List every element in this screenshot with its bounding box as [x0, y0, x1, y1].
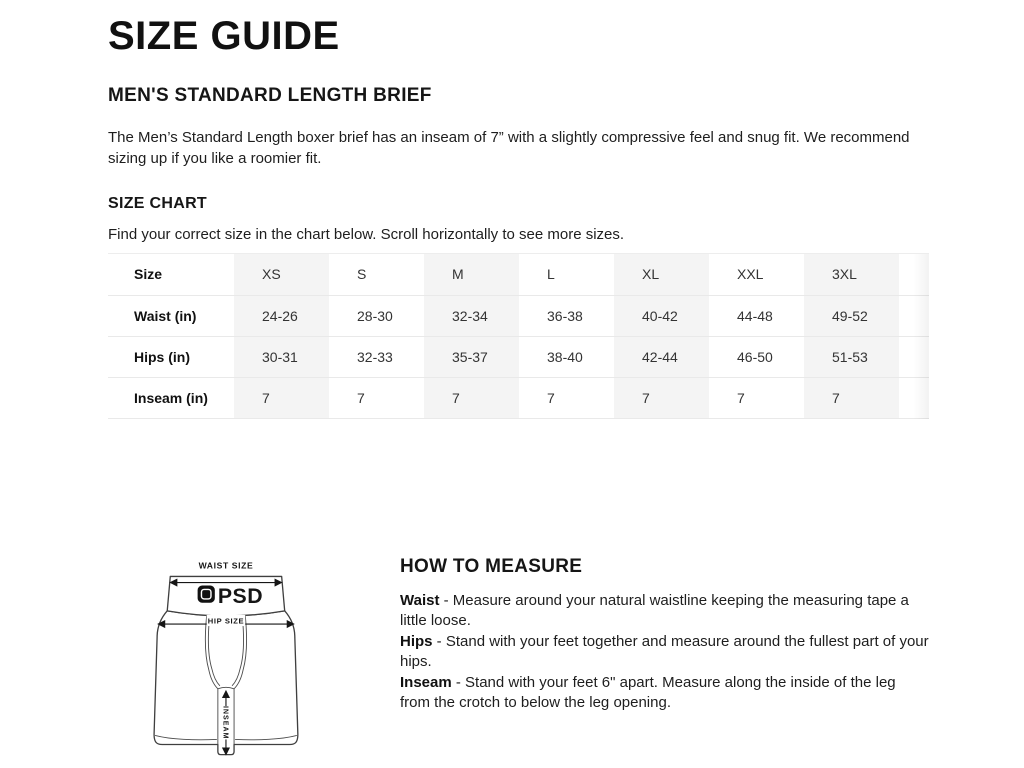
size-chart-instruction: Find your correct size in the chart below. Scroll horizontally to see more sizes. [108, 226, 625, 243]
product-title: MEN'S STANDARD LENGTH BRIEF [108, 85, 432, 106]
partial-scrolled-column-cell [899, 254, 929, 295]
measure-text-inseam: - Stand with your feet 6" apart. Measure along the inside of the leg from the crotch to below the leg opening. [400, 673, 896, 711]
value-cell: 46-50 [709, 336, 804, 377]
hip-size-label: HIP SIZE [207, 616, 245, 626]
value-cell: 7 [804, 377, 899, 418]
column-header-cell: S [329, 254, 424, 295]
column-header-cell: XXL [709, 254, 804, 295]
size-table-body [108, 254, 929, 418]
value-cell: 49-52 [804, 295, 899, 336]
table-row [108, 377, 929, 418]
waist-size-label: WAIST SIZE [198, 559, 254, 570]
measure-term-hips: Hips [400, 632, 433, 650]
measure-item-inseam [400, 673, 929, 714]
column-header-cell: M [424, 254, 519, 295]
row-header-cell: Inseam (in) [108, 377, 234, 418]
measure-text-hips: - Stand with your feet together and measure around the fullest part of your hips. [400, 632, 929, 670]
how-to-measure-section [108, 556, 929, 768]
column-header-cell: XS [234, 254, 329, 295]
value-cell: 44-48 [709, 295, 804, 336]
row-header-cell: Size [108, 254, 234, 295]
size-table [108, 254, 929, 419]
size-table-scroll-container[interactable] [108, 253, 929, 419]
partial-scrolled-column-cell [899, 336, 929, 377]
value-cell: 7 [424, 377, 519, 418]
value-cell: 32-33 [329, 336, 424, 377]
inseam-label: INSEAM [221, 705, 230, 740]
measurement-diagram [108, 556, 400, 768]
value-cell: 51-53 [804, 336, 899, 377]
how-to-measure-heading: HOW TO MEASURE [400, 555, 583, 577]
measure-term-waist: Waist [400, 591, 440, 609]
row-header-cell: Waist (in) [108, 295, 234, 336]
boxer-brief-diagram-illustration [148, 556, 310, 768]
measure-item-waist [400, 591, 929, 632]
value-cell: 40-42 [614, 295, 709, 336]
value-cell: 38-40 [519, 336, 614, 377]
column-header-cell: 3XL [804, 254, 899, 295]
value-cell: 42-44 [614, 336, 709, 377]
column-header-cell: XL [614, 254, 709, 295]
row-header-cell: Hips (in) [108, 336, 234, 377]
psd-logo-text: PSD [217, 583, 264, 608]
value-cell: 7 [329, 377, 424, 418]
value-cell: 32-34 [424, 295, 519, 336]
value-cell: 7 [709, 377, 804, 418]
product-description: The Men’s Standard Length boxer brief has an inseam of 7” with a slightly compressive feel and snug fit. We recommend sizing up if you like a roomier fit. [108, 129, 910, 167]
partial-scrolled-column-cell [899, 295, 929, 336]
table-row [108, 295, 929, 336]
measure-text-waist: - Measure around your natural waistline keeping the measuring tape a little loose. [400, 591, 909, 629]
column-header-cell: L [519, 254, 614, 295]
table-row [108, 254, 929, 295]
value-cell: 7 [234, 377, 329, 418]
table-row [108, 336, 929, 377]
value-cell: 28-30 [329, 295, 424, 336]
measure-term-inseam: Inseam [400, 673, 452, 691]
value-cell: 7 [614, 377, 709, 418]
value-cell: 30-31 [234, 336, 329, 377]
how-to-measure-instructions [400, 556, 929, 768]
value-cell: 7 [519, 377, 614, 418]
value-cell: 24-26 [234, 295, 329, 336]
size-chart-heading: SIZE CHART [108, 195, 207, 212]
value-cell: 35-37 [424, 336, 519, 377]
value-cell: 36-38 [519, 295, 614, 336]
page-title: SIZE GUIDE [108, 14, 340, 58]
measure-item-hips [400, 632, 929, 673]
partial-scrolled-column-cell [899, 377, 929, 418]
